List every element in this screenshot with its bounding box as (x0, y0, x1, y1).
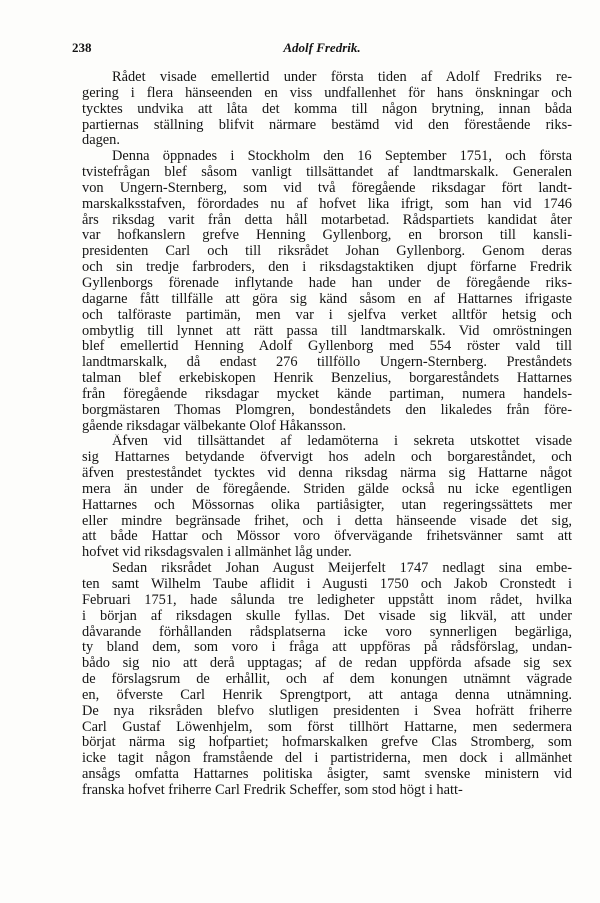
text-line: presidenten Carl och till riksrådet Johan Gyllenborg. Genom deras (82, 244, 572, 260)
text-line: sig Hattarnes betydande öfvervigt hos adeln och borgareståndet, och (82, 450, 572, 466)
text-line: dagarne fått tillfälle att göra sig känd såsom en af Hattarnes ifrigaste (82, 291, 572, 307)
text-line: talman blef erkebiskopen Henrik Benzelius, borgareståndets Hattarnes (82, 371, 572, 387)
text-line: franska hofvet friherre Carl Fredrik Scheffer, som stod högt i hatt- (82, 782, 463, 798)
text-line: de förslagsrum de erhållit, och af dem konungen utnämnt vägrade (82, 672, 572, 688)
text-line: Sedan riksrådet Johan August Meijerfelt 1747 nedlagt sina embe- (112, 561, 572, 577)
text-line: mera än under de föregående. Striden gälde också nu icke egentligen (82, 481, 572, 497)
text-line: gående riksdagar välbekante Olof Håkansson. (82, 418, 347, 434)
text-line: dagen. (82, 133, 120, 149)
text-line: var hofkanslern grefve Henning Gyllenborg, en brorson till kansli- (82, 228, 572, 244)
text-line: De nya riksråden blefvo slutligen presidenten i Svea hofrätt friherre (82, 703, 572, 719)
text-line: börjat närma sig hofpartiet; hofmarskalken grefve Clas Stromberg, som (82, 735, 572, 751)
page-header (72, 40, 572, 60)
text-line: ten samt Wilhelm Taube aflidit i Augusti 1750 och Jakob Cronstedt i (82, 577, 572, 592)
text-line: bådo sig nio att derå upptagas; af de redan uppförda afsade sig sex (82, 656, 572, 672)
page-number: 238 (72, 40, 92, 55)
paragraph (82, 434, 572, 561)
running-title: Adolf Fredrik. (283, 40, 361, 55)
text-line: borgmästaren Thomas Plomgren, bondeståndets den likaledes från före- (82, 402, 572, 418)
text-line: en, öfverste Carl Henrik Sprengtport, att antaga denna utnämning. (82, 687, 572, 703)
text-line: Februari 1751, hade sålunda tre ledigheter uppstått inom rådet, hvilka (82, 592, 572, 608)
text-line: gering i flera hänseenden en viss undfallenhet för hans önskningar och (82, 85, 572, 101)
text-line: ty bland dem, som voro i fråga att uppföras på rådsförslag, undan- (82, 640, 572, 656)
text-line: Carl Gustaf Löwenhjelm, som först tillhört Hattarne, men sedermera (82, 719, 572, 735)
text-line: marskalksstafven, förordades nu af hofvet lika ifrigt, som han vid 1746 (82, 196, 572, 212)
text-line: icke tagit någon framstående del i partistriderna, men dock i allmänhet (82, 751, 572, 767)
text-line: hofvet vid riksdagsvalen i allmänhet låg under. (82, 545, 352, 561)
text-line: och talföraste partimän, men var i sjelfva verket alltför hetsig och (82, 307, 572, 323)
text-line: partiernas ställning blifvit närmare bestämd vid den förestående riks- (82, 117, 572, 133)
text-line: från föregående riksdagar mycket kände partiman, numera handels- (82, 386, 572, 402)
text-line: ombytlig till lynnet att rätt passa till landtmarskalk. Vid omröstningen (82, 323, 572, 339)
text-line: Gyllenborgs förenade inflytande hade han under de föregående riks- (82, 275, 572, 291)
text-line: och sin tredje farbroders, den i riksdagstaktiken djupt förfarne Fredrik (82, 260, 572, 276)
text-line: von Ungern-Sternberg, som vid två föregående riksdagar fört landt- (82, 180, 572, 196)
paragraph (82, 70, 572, 149)
text-line: eller mindre begränsade frihet, och i detta hänseende visade det sig, (82, 513, 572, 529)
text-line: att både Hattar och Mössor voro öfvervägande frihetsvänner samt att (82, 529, 572, 545)
text-line: års riksdag varit från detta håll motarbetad. Rådspartiets kandidat åter (82, 212, 572, 228)
text-line: ansågs omfatta Hattarnes politiska åsigter, samt svenske ministern vid (82, 767, 572, 783)
text-line: i början af riksdagen skulle fyllas. Det visade sig likväl, att under (82, 608, 572, 624)
body-text (82, 70, 572, 799)
text-line: Rådet visade emellertid under första tiden af Adolf Fredriks re- (112, 70, 572, 85)
text-line: tycktes undvika att låta det komma till någon brytning, innan båda (82, 101, 572, 117)
text-line: landtmarskalk, då endast 276 tillföllo Ungern-Sternberg. Preståndets (82, 355, 572, 371)
text-line: tvistefrågan blef såsom vanligt tillsättandet af landtmarskalk. Generalen (82, 165, 572, 181)
text-line: äfven presteståndet tycktes vid denna riksdag närma sig Hattarne något (82, 466, 572, 482)
text-line: Hattarnes och Mössornas olika partiåsigter, utan regeringssättets mer (82, 497, 572, 513)
text-line: blef emellertid Henning Adolf Gyllenborg med 554 röster vald till (82, 339, 572, 355)
text-line: dåvarande förhållanden rådsplatserna icke voro synnerligen begärliga, (82, 624, 572, 640)
text-line: Äfven vid tillsättandet af ledamöterna i sekreta utskottet visade (112, 434, 572, 450)
paragraph (82, 149, 572, 434)
paragraph (82, 561, 572, 799)
text-line: Denna öppnades i Stockholm den 16 September 1751, och första (112, 149, 572, 165)
